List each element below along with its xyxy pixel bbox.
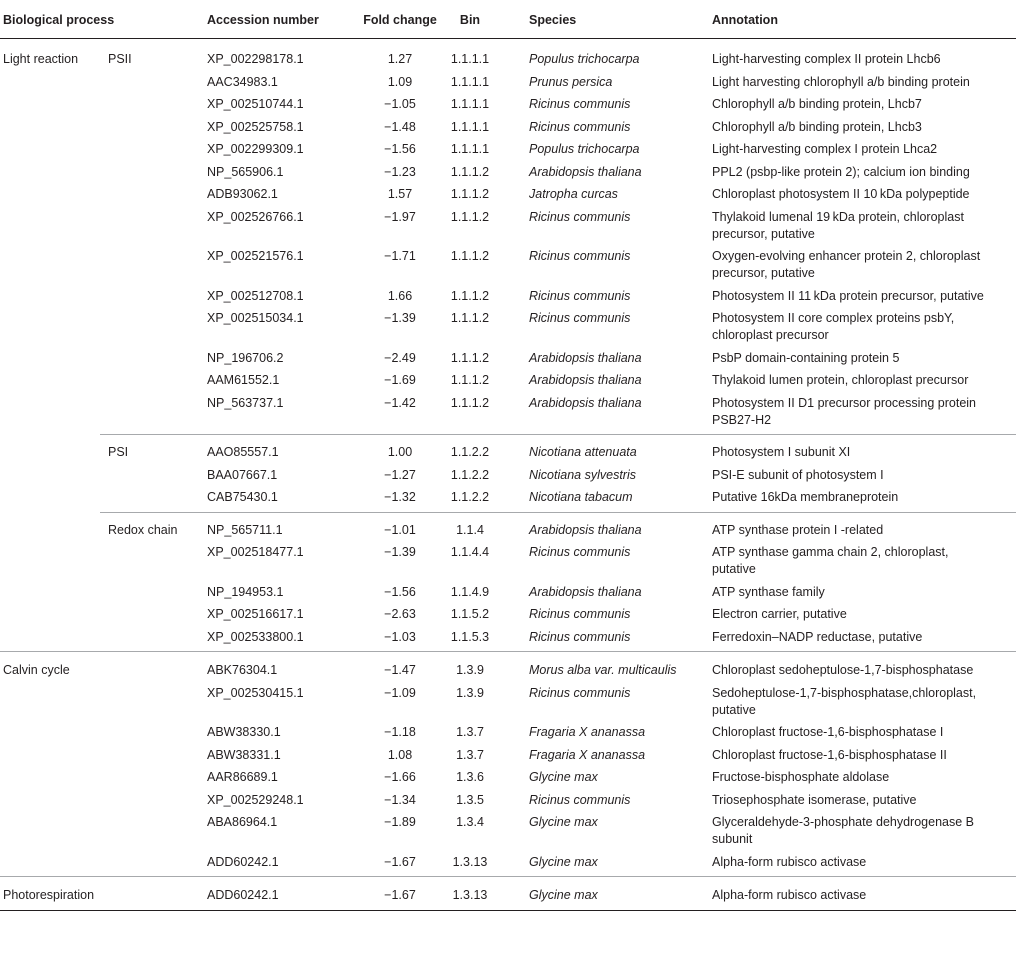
accession-cell: CAB75430.1 [207,490,278,504]
table-bottom-rule [0,910,1016,911]
bin-cell: 1.1.1.2 [450,209,490,224]
annotation-cell: PSI-E subunit of photosystem I [712,467,884,482]
bin-cell: 1.1.1.2 [450,164,490,179]
header-accession-number: Accession number [207,13,319,27]
annotation-cell: Thylakoid lumen protein, chloroplast precursor [712,373,969,387]
header-biological-process: Biological process [3,13,115,27]
bin-cell: 1.1.2.2 [450,445,490,459]
fold-change-cell: −1.67 [384,854,416,869]
fold-change-cell: 1.00 [387,445,413,459]
bin-cell: 1.1.5.3 [450,629,490,644]
bin-cell: 1.1.5.2 [450,607,490,621]
fold-change-cell: −1.09 [384,685,416,700]
annotation-cell: Glyceraldehyde-3-phosphate dehydrogenase B [712,815,974,829]
bin-cell: 1.1.4.4 [450,545,490,559]
fold-change-cell: −1.23 [384,164,416,179]
header-fold-change: Fold change [363,13,437,27]
annotation-cell: Fructose-bisphosphate aldolase [712,770,890,784]
annotation-cell: Chlorophyll a/b binding protein, Lhcb3 [712,119,922,134]
bin-cell: 1.1.1.1 [450,52,490,66]
accession-cell: ABW38331.1 [207,747,281,762]
header-species: Species [529,13,577,27]
species-cell: Ricinus communis [529,685,631,700]
annotation-cell: Chloroplast photosystem II 10 kDa polypeptide [712,187,970,201]
accession-cell: XP_002512708.1 [207,288,304,303]
accession-cell: ADD60242.1 [207,854,279,869]
bin-cell: 1.1.1.2 [450,350,490,365]
species-cell: Glycine max [529,815,598,829]
species-cell: Nicotiana tabacum [529,490,633,504]
annotation-cell: PsbP domain-containing protein 5 [712,350,900,365]
fold-change-cell: −1.69 [384,373,416,387]
accession-cell: XP_002515034.1 [207,311,304,325]
bin-cell: 1.1.2.2 [450,467,490,482]
bin-cell: 1.1.1.2 [450,187,490,201]
bin-cell: 1.1.1.1 [450,142,490,156]
annotation-cell: Sedoheptulose-1,7-bisphosphatase,chloroplast, [712,685,977,700]
bin-cell: 1.3.13 [452,888,488,902]
bin-cell: 1.1.1.1 [450,97,490,111]
species-cell: Ricinus communis [529,607,631,621]
annotation-cell: ATP synthase protein I -related [712,522,884,537]
species-cell: Populus trichocarpa [529,52,640,66]
annotation-cell: Thylakoid lumenal 19 kDa protein, chloroplast [712,209,964,224]
bin-cell: 1.1.1.2 [450,395,490,410]
species-cell: Glycine max [529,770,598,784]
accession-cell: NP_563737.1 [207,395,284,410]
fold-change-cell: 1.27 [387,52,413,66]
fold-change-cell: −1.39 [384,311,416,325]
accession-cell: XP_002510744.1 [207,97,304,111]
fold-change-cell: −2.63 [384,607,416,621]
species-cell: Arabidopsis thaliana [529,373,642,387]
fold-change-cell: −1.66 [384,770,416,784]
species-cell: Ricinus communis [529,119,631,134]
bin-cell: 1.1.1.2 [450,373,490,387]
species-cell: Ricinus communis [529,545,631,559]
annotation-cell: subunit [712,832,753,846]
species-cell: Fragaria X ananassa [529,725,646,739]
bin-cell: 1.1.1.2 [450,249,490,263]
species-cell: Nicotiana attenuata [529,445,637,459]
fold-change-cell: −1.89 [384,815,416,829]
accession-cell: XP_002518477.1 [207,545,304,559]
fold-change-cell: −1.42 [384,395,416,410]
fold-change-cell: −1.18 [384,725,416,739]
annotation-cell: Photosystem I subunit XI [712,445,851,459]
annotation-cell: chloroplast precursor [712,328,829,342]
fold-change-cell: −2.49 [384,350,416,365]
accession-cell: XP_002530415.1 [207,685,304,700]
biological-process-label: Photorespiration [3,888,95,902]
subprocess-label: PSI [108,445,129,459]
annotation-cell: Putative 16kDa membraneprotein [712,490,899,504]
annotation-cell: Chloroplast sedoheptulose-1,7-bisphosphatase [712,663,974,677]
accession-cell: ABA86964.1 [207,815,278,829]
fold-change-cell: 1.08 [387,747,413,762]
accession-cell: AAR86689.1 [207,770,278,784]
bin-cell: 1.1.4.9 [450,584,490,599]
species-cell: Fragaria X ananassa [529,747,646,762]
bin-cell: 1.3.4 [456,815,484,829]
fold-change-cell: −1.27 [384,467,416,482]
header-annotation: Annotation [712,13,778,27]
species-cell: Jatropha curcas [529,187,618,201]
fold-change-cell: −1.56 [384,584,416,599]
annotation-cell: Chloroplast fructose-1,6-bisphosphatase I [712,725,944,739]
species-cell: Arabidopsis thaliana [529,522,642,537]
annotation-cell: ATP synthase family [712,584,825,599]
annotation-cell: Light-harvesting complex I protein Lhca2 [712,142,938,156]
group-separator [0,876,1016,877]
accession-cell: XP_002529248.1 [207,792,304,807]
bin-cell: 1.1.1.2 [450,311,490,325]
accession-cell: XP_002526766.1 [207,209,304,224]
species-cell: Arabidopsis thaliana [529,395,642,410]
fold-change-cell: −1.39 [384,545,416,559]
annotation-cell: Oxygen-evolving enhancer protein 2, chloroplast [712,249,981,263]
species-cell: Populus trichocarpa [529,142,640,156]
species-cell: Arabidopsis thaliana [529,164,642,179]
biological-process-label: Light reaction [3,52,79,66]
annotation-cell: PPL2 (psbp-like protein 2); calcium ion binding [712,164,970,179]
fold-change-cell: −1.97 [384,209,416,224]
bin-cell: 1.1.2.2 [450,490,490,504]
biological-process-label: Calvin cycle [3,663,70,677]
header-rule [0,38,1016,39]
accession-cell: XP_002516617.1 [207,607,304,621]
species-cell: Ricinus communis [529,629,631,644]
bin-cell: 1.1.4 [456,522,484,537]
annotation-cell: putative [712,562,756,576]
annotation-cell: Alpha-form rubisco activase [712,854,867,869]
accession-cell: NP_565711.1 [207,522,283,537]
annotation-cell: Photosystem II D1 precursor processing protein [712,395,977,410]
species-cell: Ricinus communis [529,792,631,807]
annotation-cell: precursor, putative [712,266,815,280]
accession-cell: XP_002299309.1 [207,142,304,156]
species-cell: Arabidopsis thaliana [529,350,642,365]
bin-cell: 1.3.7 [456,747,484,762]
group-separator [0,651,1016,652]
accession-cell: NP_565906.1 [207,164,284,179]
accession-cell: XP_002533800.1 [207,629,304,644]
subgroup-separator [100,512,1016,513]
fold-change-cell: −1.32 [384,490,416,504]
annotation-cell: putative [712,702,756,717]
fold-change-cell: −1.05 [384,97,416,111]
accession-cell: ABK76304.1 [207,663,278,677]
annotation-cell: Photosystem II 11 kDa protein precursor, putative [712,288,984,303]
species-cell: Morus alba var. multicaulis [529,663,677,677]
bin-cell: 1.1.1.1 [450,74,490,89]
annotation-cell: Light-harvesting complex II protein Lhcb6 [712,52,941,66]
species-cell: Glycine max [529,854,598,869]
species-cell: Ricinus communis [529,209,631,224]
subprocess-label: PSII [108,52,132,66]
fold-change-cell: −1.71 [384,249,416,263]
accession-cell: ADB93062.1 [207,187,278,201]
fold-change-cell: 1.09 [387,74,413,89]
bin-cell: 1.3.6 [456,770,484,784]
bin-cell: 1.3.7 [456,725,484,739]
species-cell: Prunus persica [529,74,613,89]
annotation-cell: Light harvesting chlorophyll a/b binding protein [712,74,970,89]
accession-cell: ADD60242.1 [207,888,279,902]
accession-cell: XP_002298178.1 [207,52,304,66]
fold-change-cell: −1.34 [384,792,416,807]
accession-cell: BAA07667.1 [207,467,278,482]
bin-cell: 1.1.1.2 [450,288,490,303]
species-cell: Ricinus communis [529,288,631,303]
annotation-cell: Electron carrier, putative [712,607,847,621]
annotation-cell: Chlorophyll a/b binding protein, Lhcb7 [712,97,922,111]
accession-cell: ABW38330.1 [207,725,281,739]
bin-cell: 1.3.5 [456,792,484,807]
species-cell: Arabidopsis thaliana [529,584,642,599]
annotation-cell: Triosephosphate isomerase, putative [712,792,917,807]
bin-cell: 1.3.13 [452,854,488,869]
accession-cell: NP_194953.1 [207,584,284,599]
species-cell: Ricinus communis [529,249,631,263]
annotation-cell: ATP synthase gamma chain 2, chloroplast, [712,545,949,559]
header-bin: Bin [459,13,481,27]
fold-change-cell: 1.66 [387,288,413,303]
fold-change-cell: −1.67 [384,888,416,902]
fold-change-cell: −1.48 [384,119,416,134]
species-cell: Ricinus communis [529,311,631,325]
species-cell: Nicotiana sylvestris [529,467,636,482]
fold-change-cell: −1.47 [384,663,416,677]
accession-cell: AAM61552.1 [207,373,280,387]
accession-cell: AAC34983.1 [207,74,278,89]
bin-cell: 1.3.9 [456,663,484,677]
accession-cell: XP_002525758.1 [207,119,304,134]
bin-cell: 1.3.9 [456,685,484,700]
bin-cell: 1.1.1.1 [450,119,490,134]
fold-change-cell: 1.57 [387,187,413,201]
accession-cell: NP_196706.2 [207,350,284,365]
annotation-cell: Photosystem II core complex proteins psbY, [712,311,955,325]
accession-cell: AAO85557.1 [207,445,279,459]
annotation-cell: Chloroplast fructose-1,6-bisphosphatase II [712,747,947,762]
species-cell: Ricinus communis [529,97,631,111]
fold-change-cell: −1.56 [384,142,416,156]
species-cell: Glycine max [529,888,598,902]
subprocess-label: Redox chain [108,522,178,537]
annotation-cell: PSB27-H2 [712,412,772,427]
annotation-cell: Alpha-form rubisco activase [712,888,867,902]
annotation-cell: precursor, putative [712,226,815,241]
fold-change-cell: −1.03 [384,629,416,644]
accession-cell: XP_002521576.1 [207,249,304,263]
annotation-cell: Ferredoxin–NADP reductase, putative [712,629,923,644]
subgroup-separator [100,434,1016,435]
fold-change-cell: −1.01 [384,522,416,537]
